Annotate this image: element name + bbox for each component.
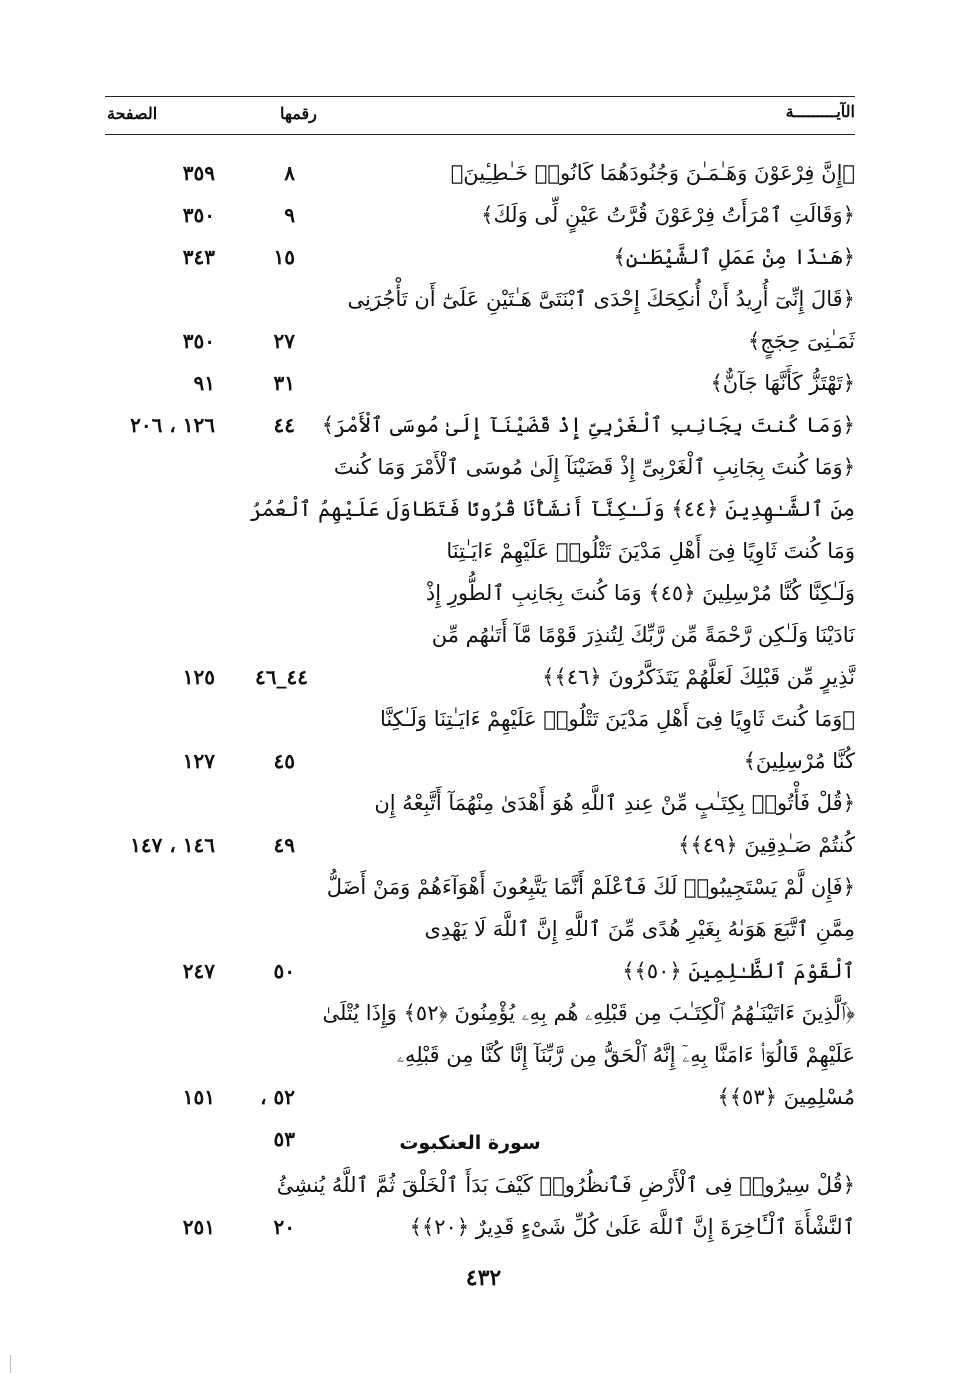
- table-row: [105, 278, 855, 362]
- ayah-line: كُنَّا مُرْسِلِينَ﴾: [743, 749, 855, 773]
- ayah-number: ٥٢ ، ٥٣: [260, 1085, 295, 1151]
- ayah-line: ﴿إِنَّ فِرْعَوْنَ وَهَـٰمَـٰنَ وَجُنُودَهُمَا كَانُوا۟ خَـٰطِـِٔينَ﴾: [450, 161, 855, 185]
- ayah-line: ﴿وَمَا كُنتَ بِجَانِبِ ٱلْغَرْبِىِّ إِذْ قَضَيْنَآ إِلَىٰ مُوسَى ٱلْأَمْرَ وَمَا كُنتَ: [333, 455, 855, 479]
- ayah-line: ﴿وَمَا كُنتَ ثَاوِيًا فِىٓ أَهْلِ مَدْيَنَ تَتْلُوا۟ عَلَيْهِمْ ءَايَـٰتِنَا وَلَـٰكِنَّا: [380, 707, 855, 731]
- ayah-line: مِمَّنِ ٱتَّبَعَ هَوَىٰهُ بِغَيْرِ هُدًى مِّنَ ٱللَّهِ إِنَّ ٱللَّهَ لَا يَهْدِى: [424, 917, 855, 941]
- ayah-line: ﴿هَـٰذَا مِنْ عَمَلِ ٱلشَّيْطَـٰنِ﴾: [613, 245, 855, 269]
- ayah-line: ٱلنَّشْأَةَ ٱلْـَٔاخِرَةَ إِنَّ ٱللَّهَ عَلَىٰ كُلِّ شَىْءٍ قَدِيرٌ ﴿٢٠﴾﴾: [409, 1215, 855, 1239]
- ayah-text: [276, 1164, 855, 1248]
- page-reference: ١٢٥: [182, 665, 215, 689]
- ayah-line: نَّذِيرٍ مِّن قَبْلِكَ لَعَلَّهُمْ يَتَذَكَّرُونَ ﴿٤٦﴾﴾: [542, 665, 855, 689]
- header-ayah-label: الآيـــــــــة: [785, 102, 855, 121]
- ayah-line: مِنَ ٱلشَّـٰهِدِينَ ﴿٤٤﴾ وَلَـٰكِنَّآ أَنشَأْنَا قُرُونًا فَتَطَاوَلَ عَلَيْهِمُ ٱلْعُمُرُ: [249, 497, 855, 521]
- verse-index-table: [105, 152, 855, 1248]
- header-page-label: الصفحة: [107, 104, 158, 123]
- page-reference: ١٢٦ ، ٢٠٦: [130, 413, 215, 437]
- ayah-line: ﴿قَالَ إِنِّىٓ أُرِيدُ أَنْ أُنكِحَكَ إِحْدَى ٱبْنَتَىَّ هَـٰتَيْنِ عَلَىٰٓ أَن تَأْجُرَنِى: [347, 287, 855, 311]
- ayah-line: وَمَا كُنتَ ثَاوِيًا فِىٓ أَهْلِ مَدْيَنَ تَتْلُوا۟ عَلَيْهِمْ ءَايَـٰتِنَا: [446, 539, 855, 563]
- page-reference: ٩١: [193, 371, 215, 395]
- table-row: [105, 866, 855, 992]
- ayah-text: [335, 278, 855, 362]
- ayah-text: [335, 194, 855, 236]
- header-bottom-rule: [105, 134, 855, 135]
- ayah-line: ﴿وَقَالَتِ ٱمْرَأَتُ فِرْعَوْنَ قُرَّتُ عَيْنٍ لِّى وَلَكَ﴾: [481, 203, 855, 227]
- table-row: [105, 362, 855, 404]
- ayah-number: ٢٠: [273, 1215, 295, 1239]
- ayah-number: ١٥: [273, 245, 295, 269]
- ayah-number: ٩: [284, 203, 295, 227]
- ayah-text: [326, 866, 855, 992]
- ayah-number: ٥٠: [273, 959, 295, 983]
- table-row: [105, 1164, 855, 1248]
- ayah-line: ﴿تَهْتَزُّ كَأَنَّهَا جَآنٌّ﴾: [710, 371, 855, 395]
- ayah-number: ٨: [284, 161, 295, 185]
- ayah-text: [335, 698, 855, 782]
- ayah-line: مُسْلِمِينَ ﴿٥٣﴾﴾: [717, 1085, 855, 1109]
- page-reference: ١٢٧: [182, 749, 215, 773]
- ayah-line: ﴿فَإِن لَّمْ يَسْتَجِيبُوا۟ لَكَ فَٱعْلَمْ أَنَّمَا يَتَّبِعُونَ أَهْوَآءَهُمْ وَمَنْ أَضَلُّ: [326, 875, 855, 899]
- ayah-line: ﴿قُلْ سِيرُوا۟ فِى ٱلْأَرْضِ فَٱنظُرُوا۟ كَيْفَ بَدَأَ ٱلْخَلْقَ ثُمَّ ٱللَّهُ يُنشِئُ: [276, 1173, 855, 1197]
- header-top-rule: [105, 96, 855, 97]
- surah-title: سورة العنكبوت: [399, 1132, 541, 1154]
- page-reference: ١٤٦ ، ١٤٧: [130, 833, 215, 857]
- table-row: [105, 194, 855, 236]
- ayah-text: [335, 152, 855, 194]
- ayah-text: [335, 362, 855, 404]
- ayah-line: عَلَيْهِمْ قَالُوٓا۟ ءَامَنَّا بِهِۦٓ إِنَّهُ ٱلْحَقُّ مِن رَّبِّنَآ إِنَّا كُنَّا مِن قَبْلِهِۦ: [397, 1043, 855, 1067]
- ayah-text: [335, 236, 855, 278]
- page-reference: ٢٥١: [182, 1215, 215, 1239]
- ayah-text: [322, 992, 855, 1118]
- ayah-line: ﴿وَمَا كُنتَ بِجَانِبِ ٱلْغَرْبِىِّ إِذْ قَضَيْنَآ إِلَىٰ مُوسَى ٱلْأَمْرَ﴾: [321, 413, 855, 437]
- header-number-label: رقمها: [280, 104, 317, 123]
- ayah-number: ٤٤_٤٦: [255, 665, 308, 689]
- ayah-text: [321, 404, 855, 446]
- ayah-line: كُنتُمْ صَـٰدِقِينَ ﴿٤٩﴾﴾: [678, 833, 855, 857]
- table-row: [105, 152, 855, 194]
- page-reference: ٢٤٧: [182, 959, 215, 983]
- page-reference: ٣٤٣: [182, 245, 215, 269]
- ayah-line: وَلَـٰكِنَّا كُنَّا مُرْسِلِينَ ﴿٤٥﴾ وَمَا كُنتَ بِجَانِبِ ٱلطُّورِ إِذْ: [425, 581, 855, 605]
- ayah-line: ﴿ٱلَّذِينَ ءَاتَيْنَـٰهُمُ ٱلْكِتَـٰبَ مِن قَبْلِهِۦ هُم بِهِۦ يُؤْمِنُونَ ﴿٥٢﴾ وَإِذَا يُتْلَىٰ: [322, 1001, 855, 1025]
- table-header: [105, 100, 855, 132]
- ayah-line: نَادَيْنَا وَلَـٰكِن رَّحْمَةً مِّن رَّبِّكَ لِتُنذِرَ قَوْمًا مَّآ أَتَىٰهُم مِّن: [431, 623, 855, 647]
- scan-edge-mark: [10, 1355, 11, 1373]
- table-row: [105, 698, 855, 782]
- ayah-number: ٣١: [273, 371, 295, 395]
- page-reference: ٣٥٩: [182, 161, 215, 185]
- page-reference: ٣٥٠: [182, 329, 215, 353]
- table-row: [105, 404, 855, 446]
- ayah-line: ٱلْقَوْمَ ٱلظَّـٰلِمِينَ ﴿٥٠﴾﴾: [622, 959, 855, 983]
- page-reference: ١٥١: [182, 1085, 215, 1109]
- table-row: [105, 236, 855, 278]
- table-row: [105, 782, 855, 866]
- ayah-number: ٤٩: [273, 833, 295, 857]
- ayah-text: [335, 782, 855, 866]
- page-number: ٤٣٢: [465, 1265, 502, 1291]
- table-row: [105, 446, 855, 698]
- ayah-number: ٢٧: [273, 329, 295, 353]
- ayah-line: ثَمَـٰنِىَ حِجَجٍ﴾: [747, 329, 855, 353]
- ayah-number: ٤٥: [273, 749, 295, 773]
- ayah-number: ٤٤: [273, 413, 295, 437]
- page-reference: ٣٥٠: [182, 203, 215, 227]
- ayah-line: ﴿قُلْ فَأْتُوا۟ بِكِتَـٰبٍ مِّنْ عِندِ ٱللَّهِ هُوَ أَهْدَىٰ مِنْهُمَآ أَتَّبِعْهُ إِن: [374, 791, 855, 815]
